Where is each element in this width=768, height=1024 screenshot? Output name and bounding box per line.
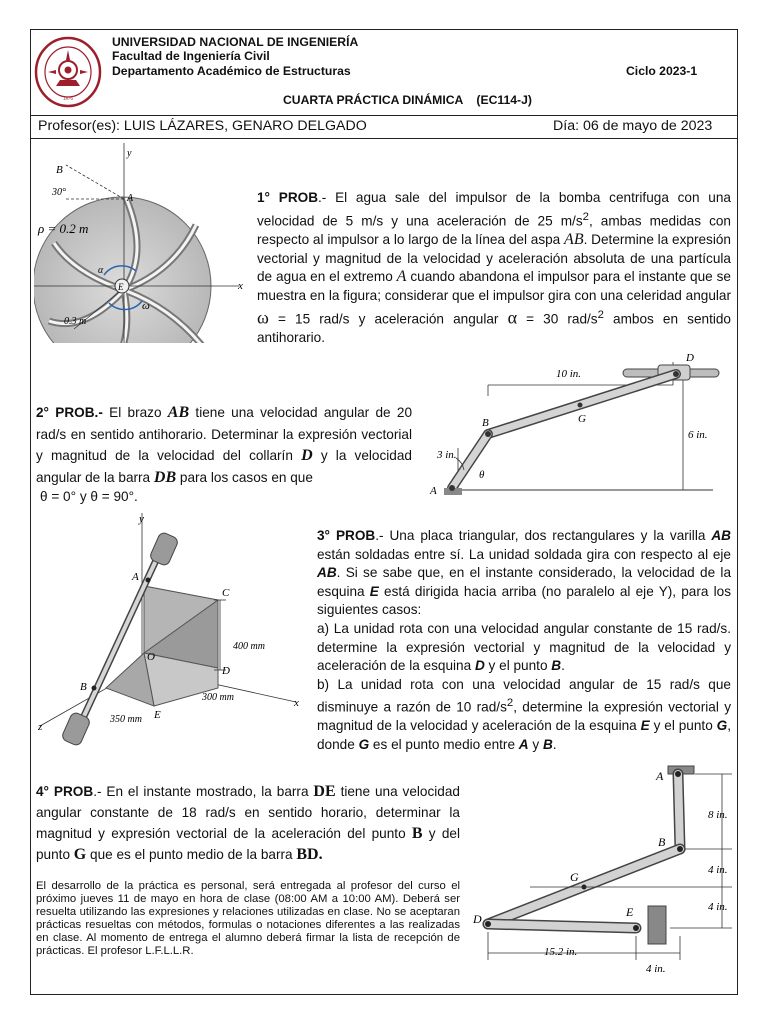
label-width-15: 15.2 in.: [544, 946, 578, 958]
label-B: B: [482, 417, 489, 429]
label-height-4b: 4 in.: [708, 901, 728, 913]
problem-3-number: 3° PROB: [317, 528, 376, 543]
label-D: D: [473, 912, 482, 926]
label-E: E: [626, 905, 634, 919]
problem-2-text: 2° PROB.- El brazo AB tiene una velocidad angular de 20 rad/s en sentido antihorario. Determinar la expresión vectorial y magnitud de la velocidad del collarín D y la velocidad angular de la barra DB para los casos en que: [36, 404, 413, 486]
label-alpha: α: [98, 265, 104, 276]
label-x: x: [294, 697, 299, 709]
label-y: y: [127, 148, 132, 159]
label-theta: θ: [479, 469, 485, 481]
problem-1-number: 1° PROB: [257, 190, 319, 205]
professors-line: Profesor(es): LUIS LÁZARES, GENARO DELGADO: [38, 118, 367, 134]
label-omega: ω: [142, 300, 150, 312]
label-E: E: [154, 709, 161, 721]
label-A: A: [656, 769, 664, 783]
label-height-8: 8 in.: [708, 809, 728, 821]
date-line: Día: 06 de mayo de 2023: [553, 118, 713, 134]
submission-instructions: El desarrollo de la práctica es personal, será entregada al profesor del curso el próximo jueves 11 de mayo en hora de clase (08:00 AM a 10:00 AM). Deberá ser resuelta utilizando las expresiones y relaciones utilizadas en clase. No se aceptaran prácticas resueltas con métodos, formulas o notaciones diferentes a las realizadas en clase. Al momento de entrega el alumno deberá firmar la lista de recepción de prácticas. El profesor L.F.L.L.R.: [36, 880, 460, 958]
label-B: B: [56, 164, 63, 176]
label-B: B: [80, 681, 87, 693]
welded-plates-figure: [34, 508, 306, 758]
label-x: x: [238, 280, 243, 292]
label-A: A: [132, 571, 139, 583]
department-name: Departamento Académico de Estructuras: [112, 64, 351, 78]
label-angle: 30°: [52, 187, 66, 198]
label-G: G: [578, 413, 586, 425]
problem-3-text: 3° PROB.- Una placa triangular, dos rectangulares y la varilla AB están soldadas entre sí. La unidad soldada gira con respecto al eje AB. Si se sabe que, en el instante considerado, la velocidad de la esquina E está dirigida hacia arriba (no paralelo al eje Y), para los siguientes casos: a) La unidad rota con una velocidad angular constante de 15 rad/s. determine la expresión vectorial y magnitud de la velocidad y aceleración de la esquina D y el punto B. b) La unidad rota con una velocidad angular de 15 rad/s que disminuye a razón de 10 rad/$s^2$, determine la expresión vectorial y magnitud de la velocidad y aceleración de la esquina E y el punto G, donde G es el punto medio entre A y B.: [317, 528, 731, 753]
university-name: UNIVERSIDAD NACIONAL DE INGENIERÍA: [112, 35, 359, 49]
cycle-label: Ciclo 2023-1: [626, 64, 698, 78]
header-rule-bottom: [31, 138, 737, 139]
label-arm-length: 3 in.: [437, 449, 457, 461]
page-title: CUARTA PRÁCTICA DINÁMICA (EC114-J): [283, 93, 532, 107]
label-height-4a: 4 in.: [708, 864, 728, 876]
problem-4-number: 4° PROB: [36, 784, 94, 799]
label-E: E: [118, 282, 124, 292]
university-seal-logo: [34, 36, 102, 108]
label-z: z: [38, 721, 43, 733]
label-height: 6 in.: [688, 429, 708, 441]
svg-text:1876: 1876: [63, 97, 73, 102]
label-bar-length: 10 in.: [556, 368, 582, 380]
label-D: D: [222, 665, 230, 677]
label-radius: 0.3 m: [64, 316, 87, 327]
label-A: A: [127, 193, 134, 204]
problem-4-text: 4° PROB.- En el instante mostrado, la barra DE tiene una velocidad angular constante de 18 rad/s en sentido horario, determinar la magnitud y expresión vectorial de la aceleración del punto B y del punto G que es el punto medio de la barra BD.: [36, 783, 460, 863]
label-D: D: [686, 352, 694, 364]
label-height: 400 mm: [233, 641, 265, 652]
label-A: A: [430, 485, 437, 497]
four-bar-linkage-figure: [470, 760, 734, 980]
label-depth: 350 mm: [110, 714, 142, 725]
label-y: y: [139, 513, 144, 525]
label-width: 300 mm: [202, 692, 234, 703]
label-O: O: [147, 651, 155, 663]
problem-2-number: 2° PROB.-: [36, 405, 103, 420]
header-rule-top: [31, 115, 737, 116]
faculty-name: Facultad de Ingeniería Civil: [112, 49, 270, 63]
label-G: G: [570, 870, 579, 884]
impeller-figure: [34, 143, 250, 343]
linkage-figure: [418, 348, 730, 498]
label-width-4: 4 in.: [646, 963, 666, 975]
problem-2-cases: θ = 0° y θ = 90°.: [40, 489, 138, 504]
problem-1-text: 1° PROB.- El agua sale del impulsor de la bomba centrifuga con una velocidad de 5 m/s y una aceleración de 25 $m/s^2$, ambas medidas con respecto al impulsor a lo largo de la línea del aspa AB. Determine la expresión vectorial y magnitud de la velocidad y aceleración absoluta de una partícula de agua en el extremo A cuando abandona el impulsor para el instante que se muestra en la figura; considerar que el impulsor gira con una celeridad angular ω = 15 rad/s y aceleración angular α = 30 rad/$s^2$ ambos en sentido antihorario.: [257, 190, 731, 345]
label-C: C: [222, 587, 230, 599]
label-B: B: [658, 835, 666, 849]
label-rho: ρ = 0.2 m: [38, 221, 89, 236]
